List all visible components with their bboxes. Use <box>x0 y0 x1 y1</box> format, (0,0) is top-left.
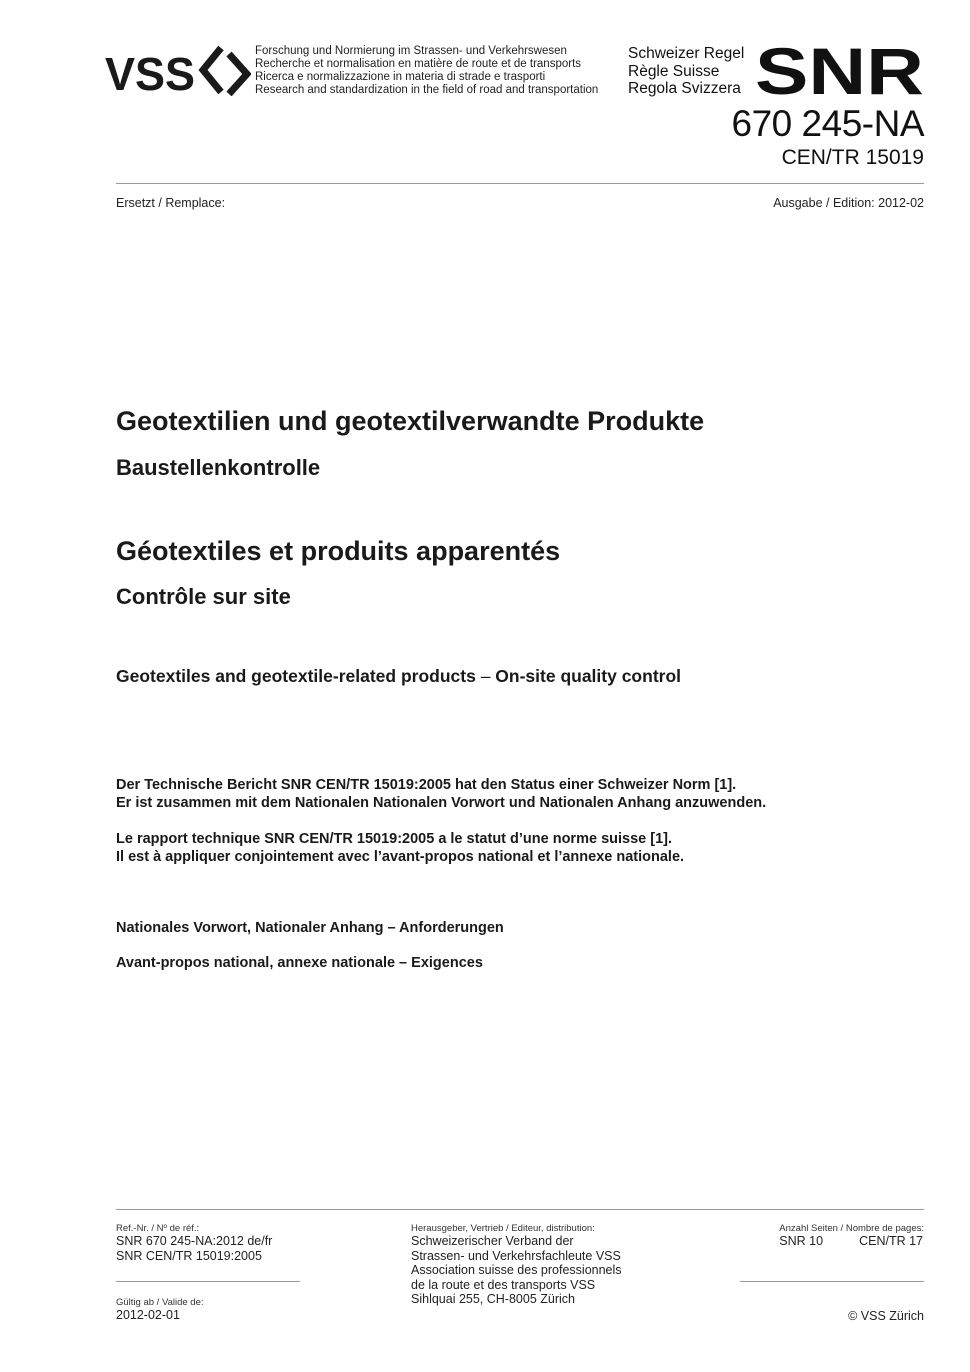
requirements-french: Avant-propos national, annexe nationale – Exigences <box>116 955 483 971</box>
publisher-label: Herausgeber, Vertrieb / Editeur, distribution: <box>411 1223 595 1234</box>
subtitle-german: Baustellenkontrolle <box>116 455 321 480</box>
tagline-en: Research and standardization in the field of road and transportation <box>255 84 599 96</box>
notice-line: Le rapport technique SNR CEN/TR 15019:2005 a le statut d’une norme suisse [1]. <box>116 831 672 847</box>
pages-cen: CEN/TR 17 <box>859 1234 923 1248</box>
notice-line: Il est à appliquer conjointement avec l’avant-propos national et l’annexe nationale. <box>116 848 685 865</box>
pages-label: Anzahl Seiten / Nombre de pages: <box>779 1223 924 1234</box>
rule-label-fr: Règle Suisse <box>628 62 720 80</box>
header-divider <box>116 183 924 184</box>
replaces-label: Ersetzt / Remplace: <box>116 196 226 210</box>
notice-line: Er ist zusammen mit dem Nationalen Nationalen Vorwort und Nationalen Anhang anzuwenden. <box>116 794 767 811</box>
status-notice-german <box>116 777 766 812</box>
swiss-rule-labels <box>628 45 744 98</box>
page-count-block <box>779 1223 924 1249</box>
standard-number: 670 245-NA <box>731 103 924 144</box>
tagline-de: Forschung und Normierung im Strassen- und Verkehrswesen <box>255 45 567 57</box>
tagline-it: Ricerca e normalizzazione in materia di strade e trasporti <box>255 71 546 83</box>
vss-logo-text: VSS <box>105 48 195 96</box>
valid-from-block <box>116 1297 204 1323</box>
snr-logo <box>755 45 924 95</box>
vss-logo <box>105 44 251 96</box>
footer-divider <box>116 1209 924 1210</box>
requirements-german: Nationales Vorwort, Nationaler Anhang – Anforderungen <box>116 920 504 936</box>
valid-label: Gültig ab / Valide de: <box>116 1297 204 1308</box>
publisher-line: Strassen- und Verkehrsfachleute VSS <box>411 1248 621 1263</box>
rule-label-de: Schweizer Regel <box>628 45 745 62</box>
ref-label: Ref.-Nr. / Nº de réf.: <box>116 1223 200 1234</box>
publisher-line: Schweizerischer Verband der <box>411 1234 574 1248</box>
title-english-part2: On-site quality control <box>495 666 682 686</box>
footer-right-separator <box>740 1281 924 1282</box>
title-german: Geotextilien und geotextilverwandte Produkte <box>116 406 705 436</box>
status-notice-french <box>116 831 684 866</box>
vss-tagline <box>255 45 598 97</box>
valid-value: 2012-02-01 <box>116 1308 180 1322</box>
publisher-line: Association suisse des professionnels <box>411 1263 622 1277</box>
publisher-line: Sihlquai 255, CH-8005 Zürich <box>411 1292 575 1306</box>
edition-label: Ausgabe / Edition: 2012-02 <box>773 196 924 210</box>
title-english-part1: Geotextiles and geotextile-related products <box>116 666 476 686</box>
pages-snr: SNR 10 <box>779 1234 824 1248</box>
ref-value: SNR 670 245-NA:2012 de/fr <box>116 1234 273 1248</box>
rule-label-it: Regola Svizzera <box>628 80 741 97</box>
reference-block <box>116 1223 272 1263</box>
title-french: Géotextiles et produits apparentés <box>116 536 561 566</box>
pages-values <box>779 1234 924 1249</box>
publisher-line: de la route et des transports VSS <box>411 1277 596 1292</box>
tagline-fr: Recherche et normalisation en matière de route et de transports <box>255 58 582 70</box>
snr-logo-text: SNR <box>755 45 924 95</box>
title-english-dash: – <box>480 666 491 686</box>
publisher-block <box>411 1223 622 1307</box>
notice-line: Der Technische Bericht SNR CEN/TR 15019:2005 hat den Status einer Schweizer Norm [1]. <box>116 777 737 793</box>
footer-left-separator <box>116 1281 300 1282</box>
ref-value: SNR CEN/TR 15019:2005 <box>116 1248 262 1263</box>
title-english <box>116 666 681 687</box>
cen-number: CEN/TR 15019 <box>781 146 924 169</box>
copyright: © VSS Zürich <box>848 1309 924 1323</box>
subtitle-french: Contrôle sur site <box>116 584 291 609</box>
